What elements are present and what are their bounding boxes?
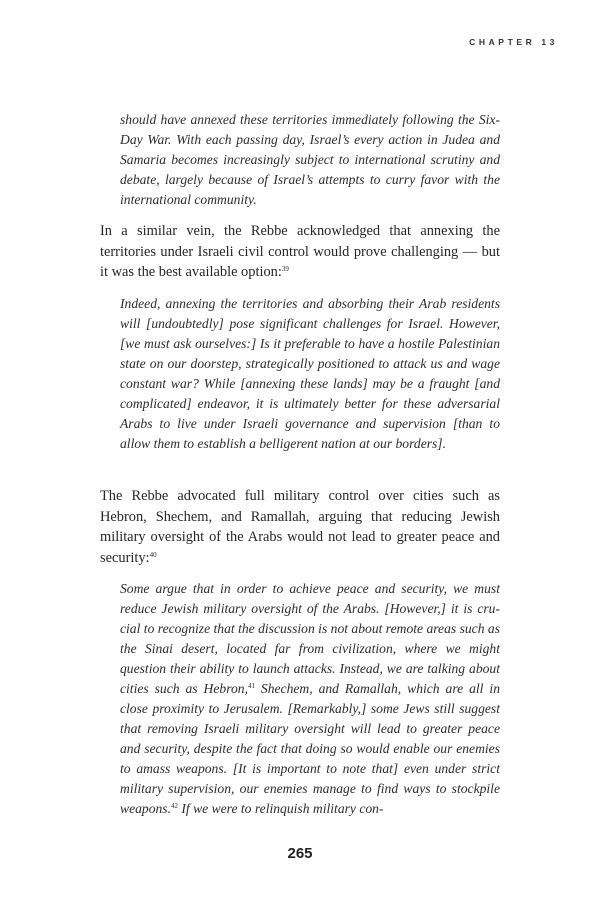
footnote-ref-42[interactable]: 42 — [170, 802, 178, 810]
page-number: 265 — [287, 845, 313, 862]
footnote-ref-41[interactable]: 41 — [247, 682, 255, 690]
running-head: CHAPTER 13 — [469, 37, 558, 47]
footnote-ref-40[interactable]: 40 — [149, 550, 157, 559]
body-paragraph-military-control: The Rebbe advocated full military control over cities such as Hebron, Shechem, and Ramallah, arguing that reducing Jewish military oversight of the Arabs would not lead to greater peace and security:$^{40}$ — [100, 488, 500, 566]
block-quote-military-oversight: Some argue that in order to achieve peace and security, we must reduce Jewish military oversight of the Arabs. [However,] it is cru-cial to recognize that the discussion is not about remote areas such as the Sinai desert, located far from civilization, where we might question their ability to launch attacks. Instead, we are talking about cities such as Hebron,$^{41}$ Shechem, and Ramallah, which are all in close proximity to Jerusalem. [Remarkably,] some Jews still suggest that removing Israeli military oversight will lead to greater peace and security, despite the fact that doing so would enable our enemies to amass weapons. [It is important to note that] even under strict military supervision, our enemies manage to find ways to stockpile weapons.$^{42}$ If we were to relinquish military con- — [120, 581, 500, 816]
footnote-ref-39[interactable]: 39 — [281, 265, 289, 273]
block-quote-continued: should have annexed these territories immediately following the Six-Day War. With each passing day, Israel’s every action in Judea and Samaria becomes increasingly subject to international scrutiny and debate, largely because of Israel’s attempts to curry favor with the international community. — [120, 112, 500, 207]
body-paragraph-annexation: In a similar vein, the Rebbe acknowledged that annexing the territories under Israeli civil control would prove challenging — but it was the best available option:$^{39}$ — [100, 223, 500, 280]
block-quote-annexation: Indeed, annexing the territories and absorbing their Arab residents will [undoubtedly] pose significant challenges for Israel. However, [we must ask ourselves:] Is it preferable to have a hostile Palestinian state on our doorstep, strategically positioned to attack us and wage constant war? While [annexing these lands] may be a fraught [and complicated] endeavor, it is ultimately better for these adversarial Arabs to live under Israeli governance and supervision [than to allow them to establish a belligerent nation at our borders]. — [120, 296, 500, 451]
